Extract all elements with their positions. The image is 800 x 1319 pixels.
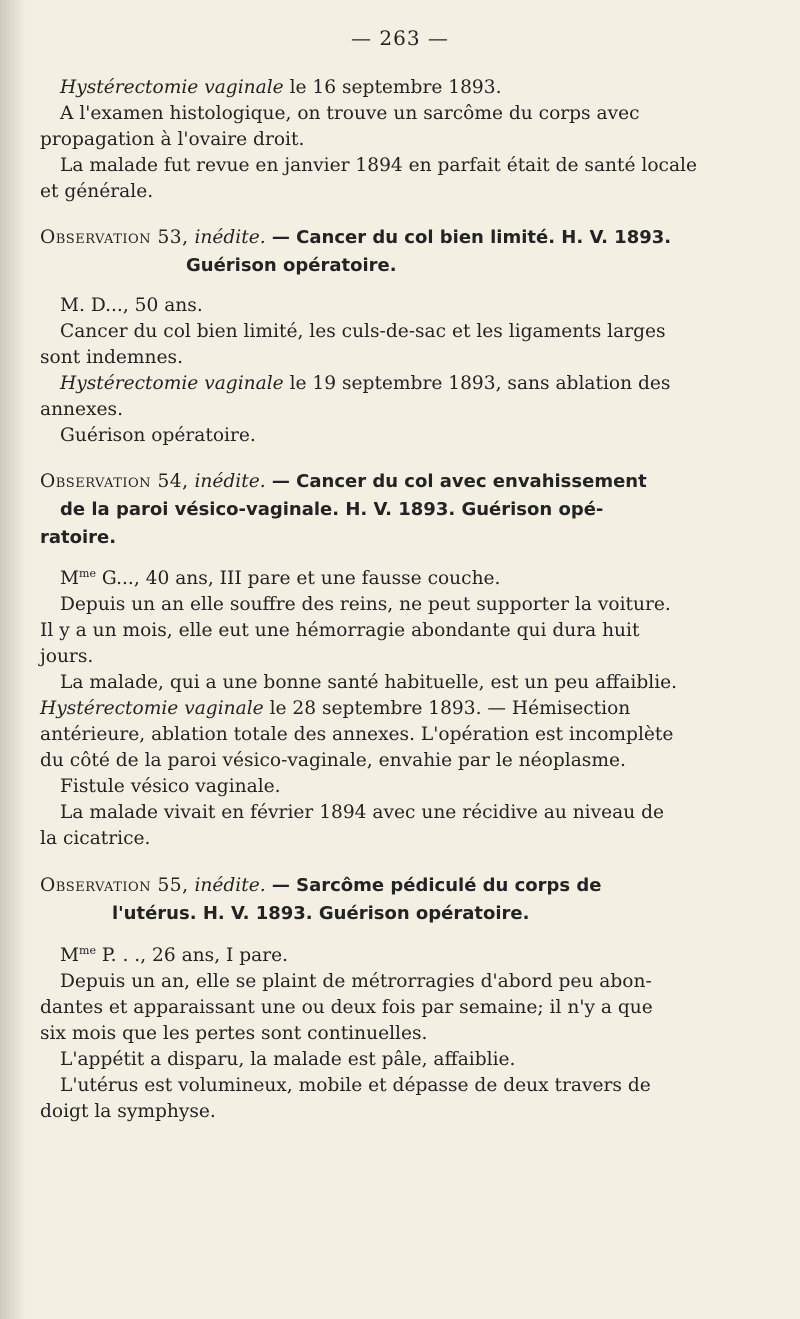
text-line: Depuis un an, elle se plaint de métrorragies d'abord peu abon- [60, 971, 652, 992]
inedite-label: inédite. [188, 227, 266, 248]
text-line: sont indemnes. [40, 347, 183, 368]
text-span: P. . ., 26 ans, I pare. [96, 945, 289, 966]
text-line: La malade, qui a une bonne santé habituelle, est un peu affaiblie. [60, 672, 678, 693]
text-line: A l'examen histologique, on trouve un sarcôme du corps avec [60, 103, 640, 124]
text-line: L'appétit a disparu, la malade est pâle, affaiblie. [60, 1049, 516, 1070]
text-line: doigt la symphyse. [40, 1101, 216, 1122]
text-span: M [60, 945, 80, 966]
observation-heading [40, 225, 671, 251]
superscript: me [79, 566, 96, 580]
text-line: annexes. [40, 399, 123, 420]
observation-heading [40, 469, 647, 495]
text-line: Cancer du col bien limité, les culs-de-sac et les ligaments larges [60, 321, 666, 342]
text-span: M [60, 568, 80, 589]
text-line [60, 371, 670, 397]
text-line: la cicatrice. [40, 828, 151, 849]
text-line: et générale. [40, 181, 154, 202]
text-line: jours. [40, 646, 94, 667]
text-line: propagation à l'ovaire droit. [40, 129, 305, 150]
observation-title: — Cancer du col bien limité. H. V. 1893. [265, 227, 672, 248]
observation-title: de la paroi vésico-vaginale. H. V. 1893. Guérison opé- [60, 499, 604, 520]
patient-line: M. D..., 50 ans. [60, 295, 203, 316]
patient-line [60, 566, 500, 592]
text-span: le 16 septembre 1893. [283, 77, 502, 98]
text-line: six mois que les pertes sont continuelles. [40, 1023, 428, 1044]
superscript: me [79, 943, 96, 957]
text-line: Depuis un an elle souffre des reins, ne peut supporter la voiture. [60, 594, 671, 615]
observation-label: Observation 53, [40, 227, 189, 248]
inedite-label: inédite. [188, 875, 266, 896]
observation-title: Guérison opératoire. [186, 255, 397, 276]
text-line: La malade fut revue en janvier 1894 en parfait était de santé locale [60, 155, 697, 176]
text-line: L'utérus est volumineux, mobile et dépasse de deux travers de [60, 1075, 651, 1096]
text-line: Fistule vésico vaginale. [60, 776, 281, 797]
text-line: Il y a un mois, elle eut une hémorragie abondante qui dura huit [40, 620, 640, 641]
observation-label: Observation 55, [40, 875, 189, 896]
text-line [40, 696, 630, 722]
italic-term: Hystérectomie vaginale [60, 77, 284, 98]
text-line [60, 75, 502, 101]
text-line: dantes et apparaissant une ou deux fois par semaine; il n'y a que [40, 997, 653, 1018]
text-span: le 19 septembre 1893, sans ablation des [283, 373, 671, 394]
italic-term: Hystérectomie vaginale [40, 698, 264, 719]
italic-term: Hystérectomie vaginale [60, 373, 284, 394]
text-span: le 28 septembre 1893. — Hémisection [263, 698, 631, 719]
patient-line [60, 943, 288, 969]
observation-title: l'utérus. H. V. 1893. Guérison opératoire. [112, 903, 530, 924]
text-line: La malade vivait en février 1894 avec une récidive au niveau de [60, 802, 665, 823]
inedite-label: inédite. [188, 471, 266, 492]
text-span: G..., 40 ans, III pare et une fausse couche. [96, 568, 501, 589]
observation-label: Observation 54, [40, 471, 189, 492]
text-line: antérieure, ablation totale des annexes. L'opération est incomplète [40, 724, 674, 745]
observation-title: — Sarcôme pédiculé du corps de [265, 875, 602, 896]
observation-heading [40, 873, 602, 899]
text-line: Guérison opératoire. [60, 425, 256, 446]
observation-title: ratoire. [40, 527, 117, 548]
observation-title: — Cancer du col avec envahissement [265, 471, 647, 492]
text-line: du côté de la paroi vésico-vaginale, envahie par le néoplasme. [40, 750, 626, 771]
page-number: — 263 — [351, 26, 449, 50]
